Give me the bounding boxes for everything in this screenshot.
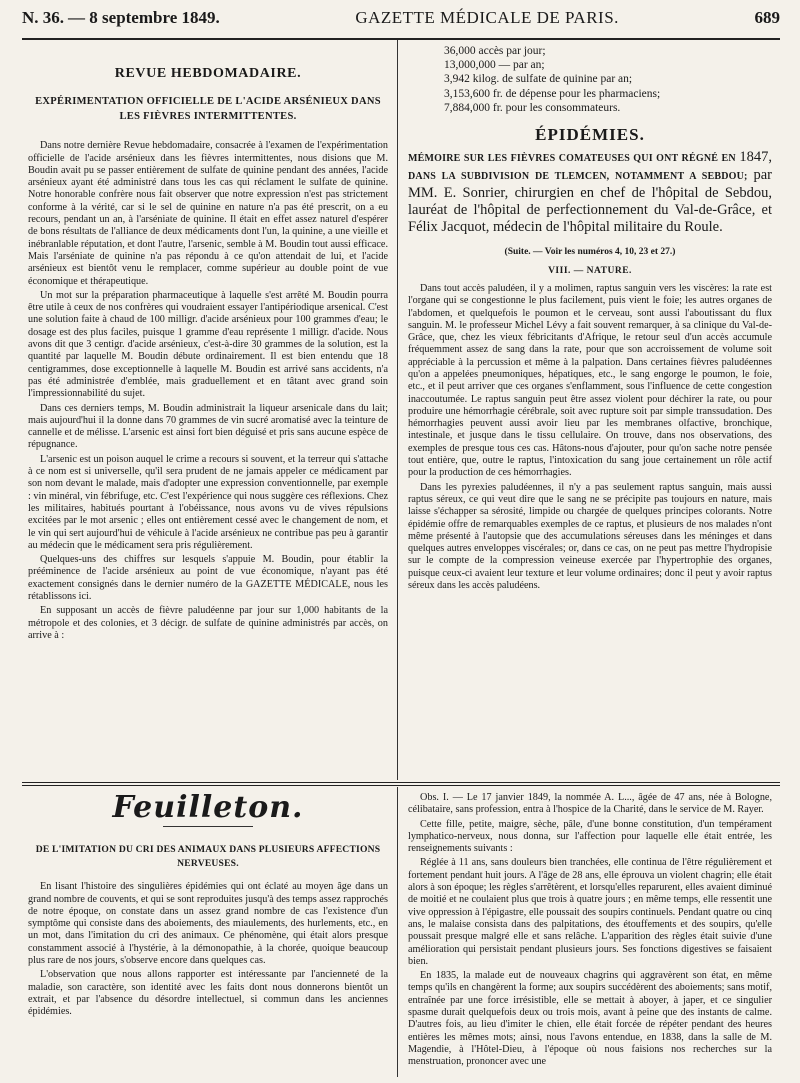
issue-number: N. 36. xyxy=(22,8,65,27)
figure-line: 3,153,600 fr. de dépense pour les pharmaciens; xyxy=(444,87,661,100)
feuilleton-article-title-line-1: DE L'IMITATION DU CRI DES ANIMAUX DANS PLUSIEURS AFFECTIONS xyxy=(35,844,381,856)
feuilleton-title: Feuilleton. xyxy=(112,790,304,825)
feuilleton-title-rule xyxy=(163,826,253,827)
figures-list xyxy=(408,44,772,115)
revue-paragraph: Un mot sur la préparation pharmaceutique à laquelle s'est arrêté M. Boudin pourra être utile à ceux de nos confrères qui voudraient essayer l'antipériodique arsenical. C'est une solution faite à chaud de 100 milligr. d'acide arsénieux pour 100 grammes d'eau; le dosage est des plus faciles, puisque 1 gramme d'eau représente 1 milligr. d'acide. Nous avons dit que 3 centigr. d'acide arsénieux, c'est-à-dire 30 grammes de la solution, est la quantité par laquelle M. Boudin débute ordinairement. Il est bien entendu que 18 centigrammes, dose exceptionnelle à laquelle M. Boudin est arrivé sans accidents, n'a pas été administrée d'emblée, mais graduellement et en tâtant avec grand soin l'impressionnabilité du sujet. xyxy=(28,289,388,400)
revue-article-title-line-2: LES FIÈVRES INTERMITTENTES. xyxy=(119,111,297,123)
figure-line: 13,000,000 — par an; xyxy=(444,59,545,72)
memoire-title: MÉMOIRE SUR LES FIÈVRES COMATEUSES QUI ONT RÉGNÉ EN xyxy=(408,153,736,165)
figure-line: 7,884,000 fr. pour les consommateurs. xyxy=(444,101,621,114)
revue-title: REVUE HEBDOMADAIRE. xyxy=(114,66,302,81)
page-number: 689 xyxy=(754,8,780,27)
figure-line: 3,942 kilog. de sulfate de quinine par an; xyxy=(444,73,633,86)
epidemies-paragraph: Dans les pyrexies paludéennes, il n'y a pas seulement raptus sanguin, mais aussi raptus séreux, ce qui veut dire que le sang ne se précipite pas toujours en nature, mais laisse s'échapper sa sérosité, limpide ou chargée de quelques principes colorants. Notre épidémie offre de remarquables exemples de ce raptus, et plusieurs de nos malades n'ont même présenté à l'autopsie que des accumulations séreuses dans les méninges et dans quelques autres enveloppes viscérales; or, dans ce cas, on ne peut pas mettre l'hydropisie sur le compte de la compression veineuse exercée par l'hypertrophie des organes, puisque ceux-ci avaient leur texture et leur volume ordinaires; donc il peut y avoir raptus séreux dans les accès paludéens. xyxy=(408,481,772,592)
feuilleton-paragraph: L'observation que nous allons rapporter est intéressante par l'ancienneté de la maladie, son caractère, son identité avec les faits dont nous donnerons bientôt un extrait, et par l'absence du désordre intellectuel, si commun dans les anciennes épidémies. xyxy=(28,969,388,1018)
revue-article-title xyxy=(28,94,388,124)
observation-paragraph: Obs. I. — Le 17 janvier 1849, la nommée A. L..., âgée de 47 ans, née à Bologne, célibataire, sans profession, entra à l'hospice de la Charité, dans le service de M. Rayer. xyxy=(408,792,772,816)
memoire-title-2: DANS LA SUBDIVISION DE TLEMCEN, NOTAMMENT A SEBDOU; xyxy=(408,171,748,183)
revue-article-title-line-1: EXPÉRIMENTATION OFFICIELLE DE L'ACIDE ARSÉNIEUX DANS xyxy=(35,96,381,108)
feuilleton-article-title-line-2: NERVEUSES. xyxy=(177,858,239,870)
epidemies-title: ÉPIDÉMIES. xyxy=(535,125,645,145)
epidemies-paragraph: Dans tout accès paludéen, il y a molimen, raptus sanguin vers les viscères: la rate est l'organe qui se congestionne le plus facilement, puis vient le foie; les autres organes de l'abdomen, et quelquefois le poumon et le cerveau, sont aussi l'aboutissant du flux sanguin. M. le professeur Michel Lévy a fait souvent remarquer, à sa clinique du Val-de-Grâce, que, chez les vieux fébricitants d'Afrique, le retour seul d'un accès accumule fréquemment assez de sang dans la rate, pour que son accroissement de volume soit appréciable à la percussion et même à la palpation. Dans certaines fièvres paludéennes qu'on a appelées pneumoniques, hépatiques, etc., le sang engorge le poumon, le foie, etc., et il peut arriver que ces organes s'enflamment, sous l'influence de cette congestion inaccoutumée. Le raptus sanguin peut être assez violent pour déchirer la rate, ou pour produire une hémorrhagie cérébrale, soit avec rupture soit par simple transsudation. Des hémorrhagies peuvent aussi avoir lieu par les membranes olfactive, bronchique, intestinale, et jusque dans le tissu cellulaire. On trouve, dans nos observations, des exemples de presque tous ces cas. Hâtons-nous d'ajouter, pour qu'on sache notre pensée tout entière, que, outre le raptus, l'intoxication du sang joue certainement un rôle actif pour la production de ces hémorrhagies. xyxy=(408,282,772,479)
feuilleton-column xyxy=(28,792,388,1021)
revue-paragraph: Dans notre dernière Revue hebdomadaire, consacrée à l'examen de l'expérimentation officielle de l'acide arsénieux dans les fièvres intermittentes, nous disions que M. Boudin avait pu se passer entièrement de sulfate de quinine pendant des années, l'acide arsénieux ayant été administré dans tous les cas qui réclament le sulfate de quinine. Notre honorable confrère nous fait observer que notre expression n'est pas strictement conforme à la vérité, car si le sel de quinine en nature n'a pas été prescrit, on a eu recours, pendant un an, à l'arséniate de quinine. Il était en effet assez naturel d'espérer de bons résultats de l'alliance de deux médicaments dont l'un, la quinine, a une vieille et inébranlable réputation, et dont l'autre, l'arsenic, semble à M. Boudin tout aussi efficace. Mais l'arséniate de quinine n'a pas répondu à ce qu'on attendait de lui, et l'acide arsénieux est bientôt venu le remplacer, comme supérieur au double point de vue économique et thérapeutique. xyxy=(28,140,388,287)
observation-paragraph: En 1835, la malade eut de nouveaux chagrins qui aggravèrent son état, en même temps qu'ils en changèrent la forme; aux soupirs succédèrent des aboiements; sans motif, entraînée par une force irrésistible, elle se mettait à aboyer, à japer, et ce singulier spasme durait quelquefois deux ou trois mois, avant à peine que des instants de calme. D'autres fois, au lieu d'imiter le chien, elle était forcée de répéter pendant des heures entières les mêmes mots; ainsi, nous l'avons entendue, en 1838, dans la salle de M. Magendie, à l'Hôtel-Dieu, à l'époque où nous faisions nos recherches sur la menstruation, prononcer avec une xyxy=(408,970,772,1068)
feuilleton-rule xyxy=(22,782,780,783)
suite-note: (Suite. — Voir les numéros 4, 10, 23 et 27.) xyxy=(504,247,676,258)
revue-paragraph: L'arsenic est un poison auquel le crime a recours si souvent, et la terreur qui s'attache à ce nom est si universelle, qu'il sera prudent de ne jamais appeler ce médicament par son nom devant le malade, mais d'adopter une expression conventionnelle, par exemple : vin minéral, vin fébrifuge, etc. C'est l'expérience qui nous suggère ces réflexions. Chez les militaires, habitués pourtant à l'obéissance, nous avons vu de vives répulsions excitées par le mot arsenic ; elles ont entièrement cessé avec le changement de nom, et le vin qui sert aujourd'hui de véhicule à l'acide arsénieux ne contribue pas peu à garantir au médecin que le médicament sera pris régulièrement. xyxy=(28,453,388,551)
feuilleton-observation-column xyxy=(408,792,772,1071)
revue-paragraph: Dans ces derniers temps, M. Boudin administrait la liqueur arsenicale dans du lait; mais aujourd'hui il la donne dans 70 grammes de vin sucré aromatisé avec la teinture de cannelle et de mélisse. L'arsenic est ainsi fort bien déguisé et pris sans aucune espèce de répugnance. xyxy=(28,402,388,451)
epidemies-column xyxy=(408,44,772,594)
revue-column xyxy=(28,62,388,644)
chapter-heading: VIII. — NATURE. xyxy=(548,265,632,276)
revue-paragraph: En supposant un accès de fièvre paludéenne par jour sur 1,000 habitants de la métropole et des colonies, et 3 décigr. de sulfate de quinine administrés par accès, on arrive à : xyxy=(28,605,388,641)
figure-line: 36,000 accès par jour; xyxy=(444,45,546,57)
column-divider-upper xyxy=(397,40,398,780)
revue-paragraph: Quelques-uns des chiffres sur lesquels s'appuie M. Boudin, pour établir la prééminence de l'acide arsénieux au point de vue économique, n'ayant pas été exactement consignés dans le dernier numéro de la GAZETTE MÉDICALE, nous les rétablissons ici. xyxy=(28,554,388,602)
column-divider-lower xyxy=(397,787,398,1077)
observation-paragraph: Réglée à 11 ans, sans douleurs bien tranchées, elle continua de l'être régulièrement et fortement pendant huit jours. A l'âge de 28 ans, elle éprouva un violent chagrin; elle était alors à son époque; les règles s'arrêtèrent, et lorsqu'elles reparurent, elles avaient diminué de moitié et ne coulaient plus que trois à quatre jours ; en même temps, elle ressentit une vive oppression à l'épigastre, elle poussait des soupirs continuels. Pendant quatre ou cinq ans, le malaise consista dans des palpitations, des étouffements et des soupirs, qu'elle poussait presque malgré elle et sans relâche. L'apparition des règles était suivie d'une amélioration qui persistait pendant plusieurs jours. Ses fonctions digestives se faisaient bien. xyxy=(408,857,772,967)
memoire-authors: par MM. E. Sonrier, chirurgien en chef de l'hôpital de Sebdou, lauréat de l'hôpital de perfectionnement du Val-de-Grâce, et Félix Jacquot, médecin de l'hôpital militaire du Roule. xyxy=(408,167,772,236)
journal-title: GAZETTE MÉDICALE DE PARIS. xyxy=(355,8,619,27)
running-header xyxy=(22,8,780,38)
feuilleton-article-title xyxy=(28,843,388,871)
memoire-heading xyxy=(408,149,772,236)
observation-paragraph: Cette fille, petite, maigre, sèche, pâle, d'une bonne constitution, d'un tempérament lymphatico-nerveux, nous donna, sur l'affection pour laquelle elle était entrée, les renseignements suivants : xyxy=(408,818,772,855)
issue-date: — 8 septembre 1849. xyxy=(68,8,220,27)
header-rule xyxy=(22,38,780,40)
feuilleton-paragraph: En lisant l'histoire des singulières épidémies qui ont éclaté au moyen âge dans un grand nombre de couvents, et qui se sont reproduites jusqu'à des temps assez rapprochés de notre époque, on constate dans un assez grand nombre de cas l'existence d'un symptôme qui consiste dans des aboiements, des miaulements, des hurlements, etc., en un mot, dans l'imitation du cri des animaux. Ce phénomène, qui était alors presque constamment associé à l'hystérie, à la démonopathie, à la chorée, quoique beaucoup plus rare de nos jours, s'observe encore dans quelques cas. xyxy=(28,881,388,967)
memoire-year: 1847, xyxy=(739,149,773,166)
feuilleton-rule-2 xyxy=(22,785,780,786)
